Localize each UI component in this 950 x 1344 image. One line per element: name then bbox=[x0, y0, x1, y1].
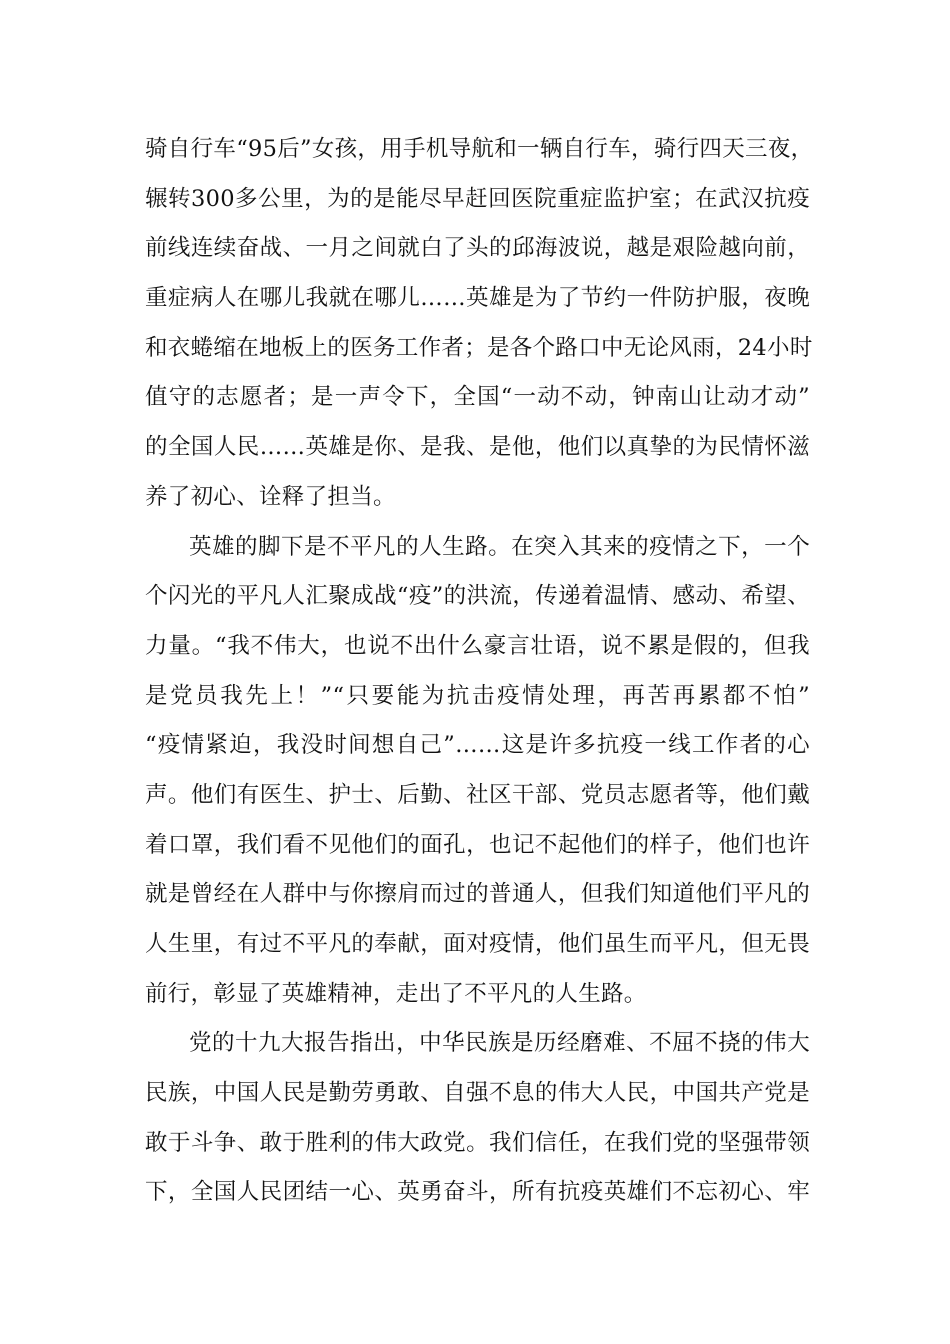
text-line: 着口罩，我们看不见他们的面孔，也记不起他们的样子，他们也许 bbox=[145, 831, 810, 858]
text-line: 下，全国人民团结一心、英勇奋斗，所有抗疫英雄们不忘初心、牢 bbox=[145, 1179, 810, 1206]
text-line: 人生里，有过不平凡的奉献，面对疫情，他们虽生而平凡，但无畏 bbox=[145, 931, 810, 957]
text-line: 就是曾经在人群中与你擦肩而过的普通人，但我们知道他们平凡的 bbox=[145, 881, 810, 908]
text-line: 的全国人民……英雄是你、是我、是他，他们以真挚的为民情怀滋 bbox=[145, 434, 810, 461]
text-line: 前行，彰显了英雄精神，走出了不平凡的人生路。 bbox=[145, 980, 647, 1007]
text-line: “疫情紧迫，我没时间想自己”……这是许多抗疫一线工作者的心 bbox=[145, 732, 810, 759]
text-line: 值守的志愿者；是一声令下，全国“一动不动，钟南山让动才动” bbox=[145, 384, 810, 411]
text-line: 骑自行车“95后”女孩，用手机导航和一辆自行车，骑行四天三夜， bbox=[145, 136, 814, 162]
text-line: 声。他们有医生、护士、后勤、社区干部、党员志愿者等，他们戴 bbox=[145, 781, 810, 808]
text-line: 党的十九大报告指出，中华民族是历经磨难、不屈不挠的伟大 bbox=[189, 1030, 810, 1057]
text-line: 辗转300多公里，为的是能尽早赶回医院重症监护室；在武汉抗疫 bbox=[145, 185, 810, 212]
document-body bbox=[145, 125, 814, 1218]
text-line: 个闪光的平凡人汇聚成战“疫”的洪流，传递着温情、感动、希望、 bbox=[145, 583, 810, 610]
text-line: 民族，中国人民是勤劳勇敢、自强不息的伟大人民，中国共产党是 bbox=[145, 1080, 810, 1107]
text-line: 前线连续奋战、一月之间就白了头的邱海波说，越是艰险越向前， bbox=[145, 235, 810, 262]
text-line: 重症病人在哪儿我就在哪儿……英雄是为了节约一件防护服，夜晚 bbox=[145, 285, 810, 312]
text-line: 敢于斗争、敢于胜利的伟大政党。我们信任，在我们党的坚强带领 bbox=[145, 1129, 810, 1156]
text-line: 和衣蜷缩在地板上的医务工作者；是各个路口中无论风雨，24小时 bbox=[145, 334, 813, 361]
text-line: 力量。“我不伟大，也说不出什么豪言壮语，说不累是假的，但我 bbox=[145, 632, 810, 659]
text-line: 是党员我先上！”“只要能为抗击疫情处理，再苦再累都不怕” bbox=[145, 682, 810, 709]
text-line: 养了初心、诠释了担当。 bbox=[145, 483, 396, 510]
text-line: 英雄的脚下是不平凡的人生路。在突入其来的疫情之下，一个 bbox=[189, 533, 810, 560]
